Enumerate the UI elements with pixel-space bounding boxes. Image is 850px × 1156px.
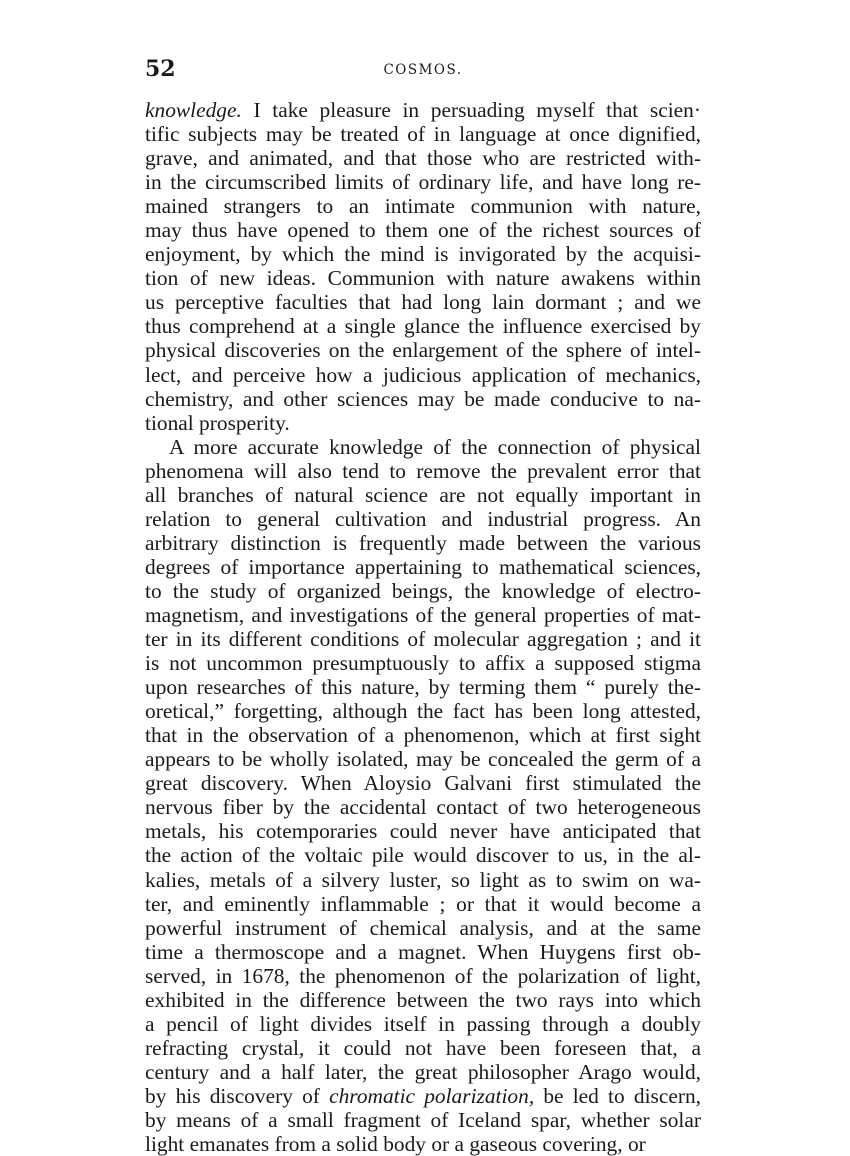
text-line: refracting crystal, it could not have been foreseen that, a bbox=[145, 1035, 701, 1060]
text-line: tion of new ideas. Communion with nature awakens within bbox=[145, 266, 701, 291]
text-line: lect, and perceive how a judicious application of mechanics, bbox=[145, 362, 701, 387]
running-title: COSMOS. bbox=[383, 62, 463, 78]
text-line: chemistry, and other sciences may be made conducive to na- bbox=[145, 386, 701, 411]
text-run: by his discovery of bbox=[145, 1083, 330, 1108]
text-line bbox=[145, 98, 701, 122]
text-line: arbitrary distinction is frequently made between the various bbox=[145, 530, 701, 555]
text-line: ter in its different conditions of molecular aggregation ; and it bbox=[145, 627, 701, 652]
text-line: enjoyment, by which the mind is invigorated by the acquisi- bbox=[145, 242, 701, 267]
text-run: be led to discern, bbox=[534, 1083, 702, 1108]
text-line: appears to be wholly isolated, may be concealed the germ of a bbox=[145, 747, 701, 772]
text-line: light emanates from a solid body or a gaseous covering, or bbox=[145, 1132, 646, 1156]
text-line: to the study of organized beings, the knowledge of electro- bbox=[145, 578, 701, 603]
text-line: upon researches of this nature, by terming them “ purely the- bbox=[145, 675, 701, 700]
page-number: 52 bbox=[145, 56, 176, 82]
italic-text: knowledge. bbox=[145, 98, 242, 122]
text-line: powerful instrument of chemical analysis, and at the same bbox=[145, 915, 701, 940]
text-line: that in the observation of a phenomenon, which at first sight bbox=[145, 723, 701, 748]
text-line: great discovery. When Aloysio Galvani first stimulated the bbox=[145, 771, 701, 796]
text-line: relation to general cultivation and industrial progress. An bbox=[145, 506, 701, 531]
text-line: phenomena will also tend to remove the prevalent error that bbox=[145, 458, 701, 483]
text-line: tional prosperity. bbox=[145, 410, 290, 435]
text-line: ter, and eminently inflammable ; or that it would become a bbox=[145, 891, 701, 916]
text-line: nervous fiber by the accidental contact of two heterogeneous bbox=[145, 795, 701, 820]
text-line: the action of the voltaic pile would discover to us, in the al- bbox=[145, 843, 701, 868]
text-line: century and a half later, the great philosopher Arago would, bbox=[145, 1059, 701, 1084]
text-line: A more accurate knowledge of the connection of physical bbox=[169, 434, 701, 459]
text-line bbox=[145, 1084, 701, 1108]
italic-text: chromatic polarization, bbox=[329, 1083, 535, 1108]
paragraph-1 bbox=[145, 98, 701, 435]
text-line: may thus have opened to them one of the richest sources of bbox=[145, 218, 701, 243]
text-line: thus comprehend at a single glance the influence exercised by bbox=[145, 314, 701, 339]
running-head bbox=[145, 56, 701, 86]
text-line: magnetism, and investigations of the general properties of mat- bbox=[145, 602, 701, 627]
text-line: in the circumscribed limits of ordinary life, and have long re- bbox=[145, 170, 701, 195]
text-line: metals, his cotemporaries could never have anticipated that bbox=[145, 819, 701, 844]
text-line: degrees of importance appertaining to mathematical sciences, bbox=[145, 554, 701, 579]
text-line: is not uncommon presumptuously to affix a supposed stigma bbox=[145, 651, 701, 676]
text-line: oretical,” forgetting, although the fact has been long attested, bbox=[145, 699, 701, 724]
text-line: us perceptive faculties that had long lain dormant ; and we bbox=[145, 290, 701, 315]
text-line: by means of a small fragment of Iceland spar, whether solar bbox=[145, 1107, 701, 1132]
text-line: physical discoveries on the enlargement of the sphere of intel- bbox=[145, 338, 701, 363]
paragraph-2 bbox=[145, 435, 701, 1156]
text-line: served, in 1678, the phenomenon of the polarization of light, bbox=[145, 963, 701, 988]
text-line: all branches of natural science are not equally important in bbox=[145, 482, 701, 507]
body-text bbox=[145, 98, 701, 1156]
text-line: kalies, metals of a silvery luster, so light as to swim on wa- bbox=[145, 867, 701, 892]
text-run: I take pleasure in persuading myself that scien· bbox=[241, 98, 701, 122]
text-line: exhibited in the difference between the two rays into which bbox=[145, 987, 701, 1012]
text-line: grave, and animated, and that those who are restricted with- bbox=[145, 146, 701, 171]
text-line: time a thermoscope and a magnet. When Huygens first ob- bbox=[145, 939, 701, 964]
text-line: a pencil of light divides itself in passing through a doubly bbox=[145, 1011, 701, 1036]
text-line: tific subjects may be treated of in language at once dignified, bbox=[145, 122, 701, 147]
text-line: mained strangers to an intimate communion with nature, bbox=[145, 194, 701, 219]
